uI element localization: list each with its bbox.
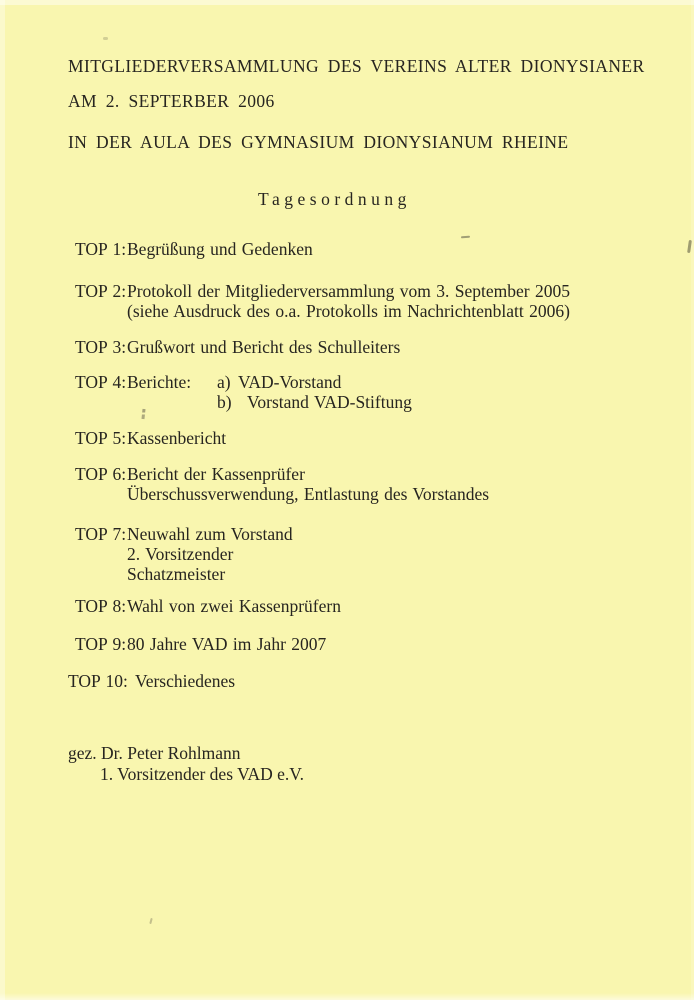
agenda-item-top-4 <box>75 372 412 412</box>
scan-artifact <box>461 236 470 239</box>
signature-block <box>68 743 304 785</box>
agenda-item-top-5 <box>75 428 226 448</box>
document-header-line-1: MITGLIEDERVERSAMMLUNG DES VEREINS ALTER DIONYSIANER <box>68 56 645 76</box>
agenda-subitem-marker: a) <box>217 372 231 392</box>
agenda-item-label: TOP 8: <box>75 596 127 616</box>
agenda-subitem <box>217 392 412 412</box>
agenda-item-text: Bericht der Kassenprüfer <box>127 464 305 484</box>
agenda-item-top-1 <box>75 239 313 259</box>
section-title-tagesordnung: Tagesordnung <box>258 189 411 209</box>
agenda-item-text: Verschiedenes <box>135 671 236 691</box>
agenda-item-text: Kassenbericht <box>127 428 227 448</box>
scan-edge-bottom <box>0 993 694 1000</box>
document-header-line-3: IN DER AULA DES GYMNASIUM DIONYSIANUM RHEINE <box>68 132 569 152</box>
agenda-item-label: TOP 1: <box>75 239 127 259</box>
agenda-item-label: TOP 5: <box>75 428 127 448</box>
agenda-item-text: Neuwahl zum Vorstand <box>127 524 293 544</box>
agenda-item-text: Überschussverwendung, Entlastung des Vorstandes <box>127 484 490 504</box>
agenda-item-top-9 <box>75 634 326 654</box>
agenda-item-top-2 <box>75 281 570 321</box>
agenda-item-top-7 <box>75 524 293 584</box>
agenda-item-text: Begrüßung und Gedenken <box>127 239 313 259</box>
agenda-item-text: Wahl von zwei Kassenprüfern <box>127 596 341 616</box>
signature-name: gez. Dr. Peter Rohlmann <box>68 743 241 763</box>
scan-edge-left <box>0 0 5 1000</box>
agenda-item-text: 80 Jahre VAD im Jahr 2007 <box>127 634 327 654</box>
agenda-item-label: TOP 4: <box>75 372 127 392</box>
agenda-item-text: 2. Vorsitzender <box>127 544 234 564</box>
agenda-item-top-6 <box>75 464 489 504</box>
agenda-item-label: TOP 6: <box>75 464 127 484</box>
agenda-item-text: Schatzmeister <box>127 564 226 584</box>
signature-title: 1. Vorsitzender des VAD e.V. <box>100 764 305 784</box>
agenda-subitem <box>217 372 412 392</box>
agenda-subitem-text: VAD-Vorstand <box>238 372 342 392</box>
document-header-line-2: AM 2. SEPTERBER 2006 <box>68 91 275 111</box>
agenda-item-text: Grußwort und Bericht des Schulleiters <box>127 337 401 357</box>
agenda-item-top-10 <box>68 671 235 691</box>
agenda-item-label: TOP 2: <box>75 281 127 301</box>
agenda-subitem-list <box>217 372 412 412</box>
scan-artifact <box>149 918 152 924</box>
agenda-item-label: TOP 9: <box>75 634 127 654</box>
agenda-item-text: Berichte: <box>127 372 192 392</box>
agenda-subitem-text: Vorstand VAD-Stiftung <box>247 392 412 412</box>
agenda-item-label: TOP 10: <box>68 671 128 691</box>
agenda-item-top-8 <box>75 596 341 616</box>
agenda-item-text: (siehe Ausdruck des o.a. Protokolls im Nachrichtenblatt 2006) <box>127 301 570 321</box>
scan-artifact <box>687 240 692 253</box>
agenda-item-label: TOP 3: <box>75 337 127 357</box>
agenda-item-top-3 <box>75 337 400 357</box>
scan-artifact <box>103 37 108 40</box>
agenda-subitem-marker: b) <box>217 392 232 412</box>
agenda-item-text: Protokoll der Mitgliederversammlung vom 3. September 2005 <box>127 281 570 301</box>
agenda-item-label: TOP 7: <box>75 524 127 544</box>
scan-edge-top <box>0 0 694 5</box>
